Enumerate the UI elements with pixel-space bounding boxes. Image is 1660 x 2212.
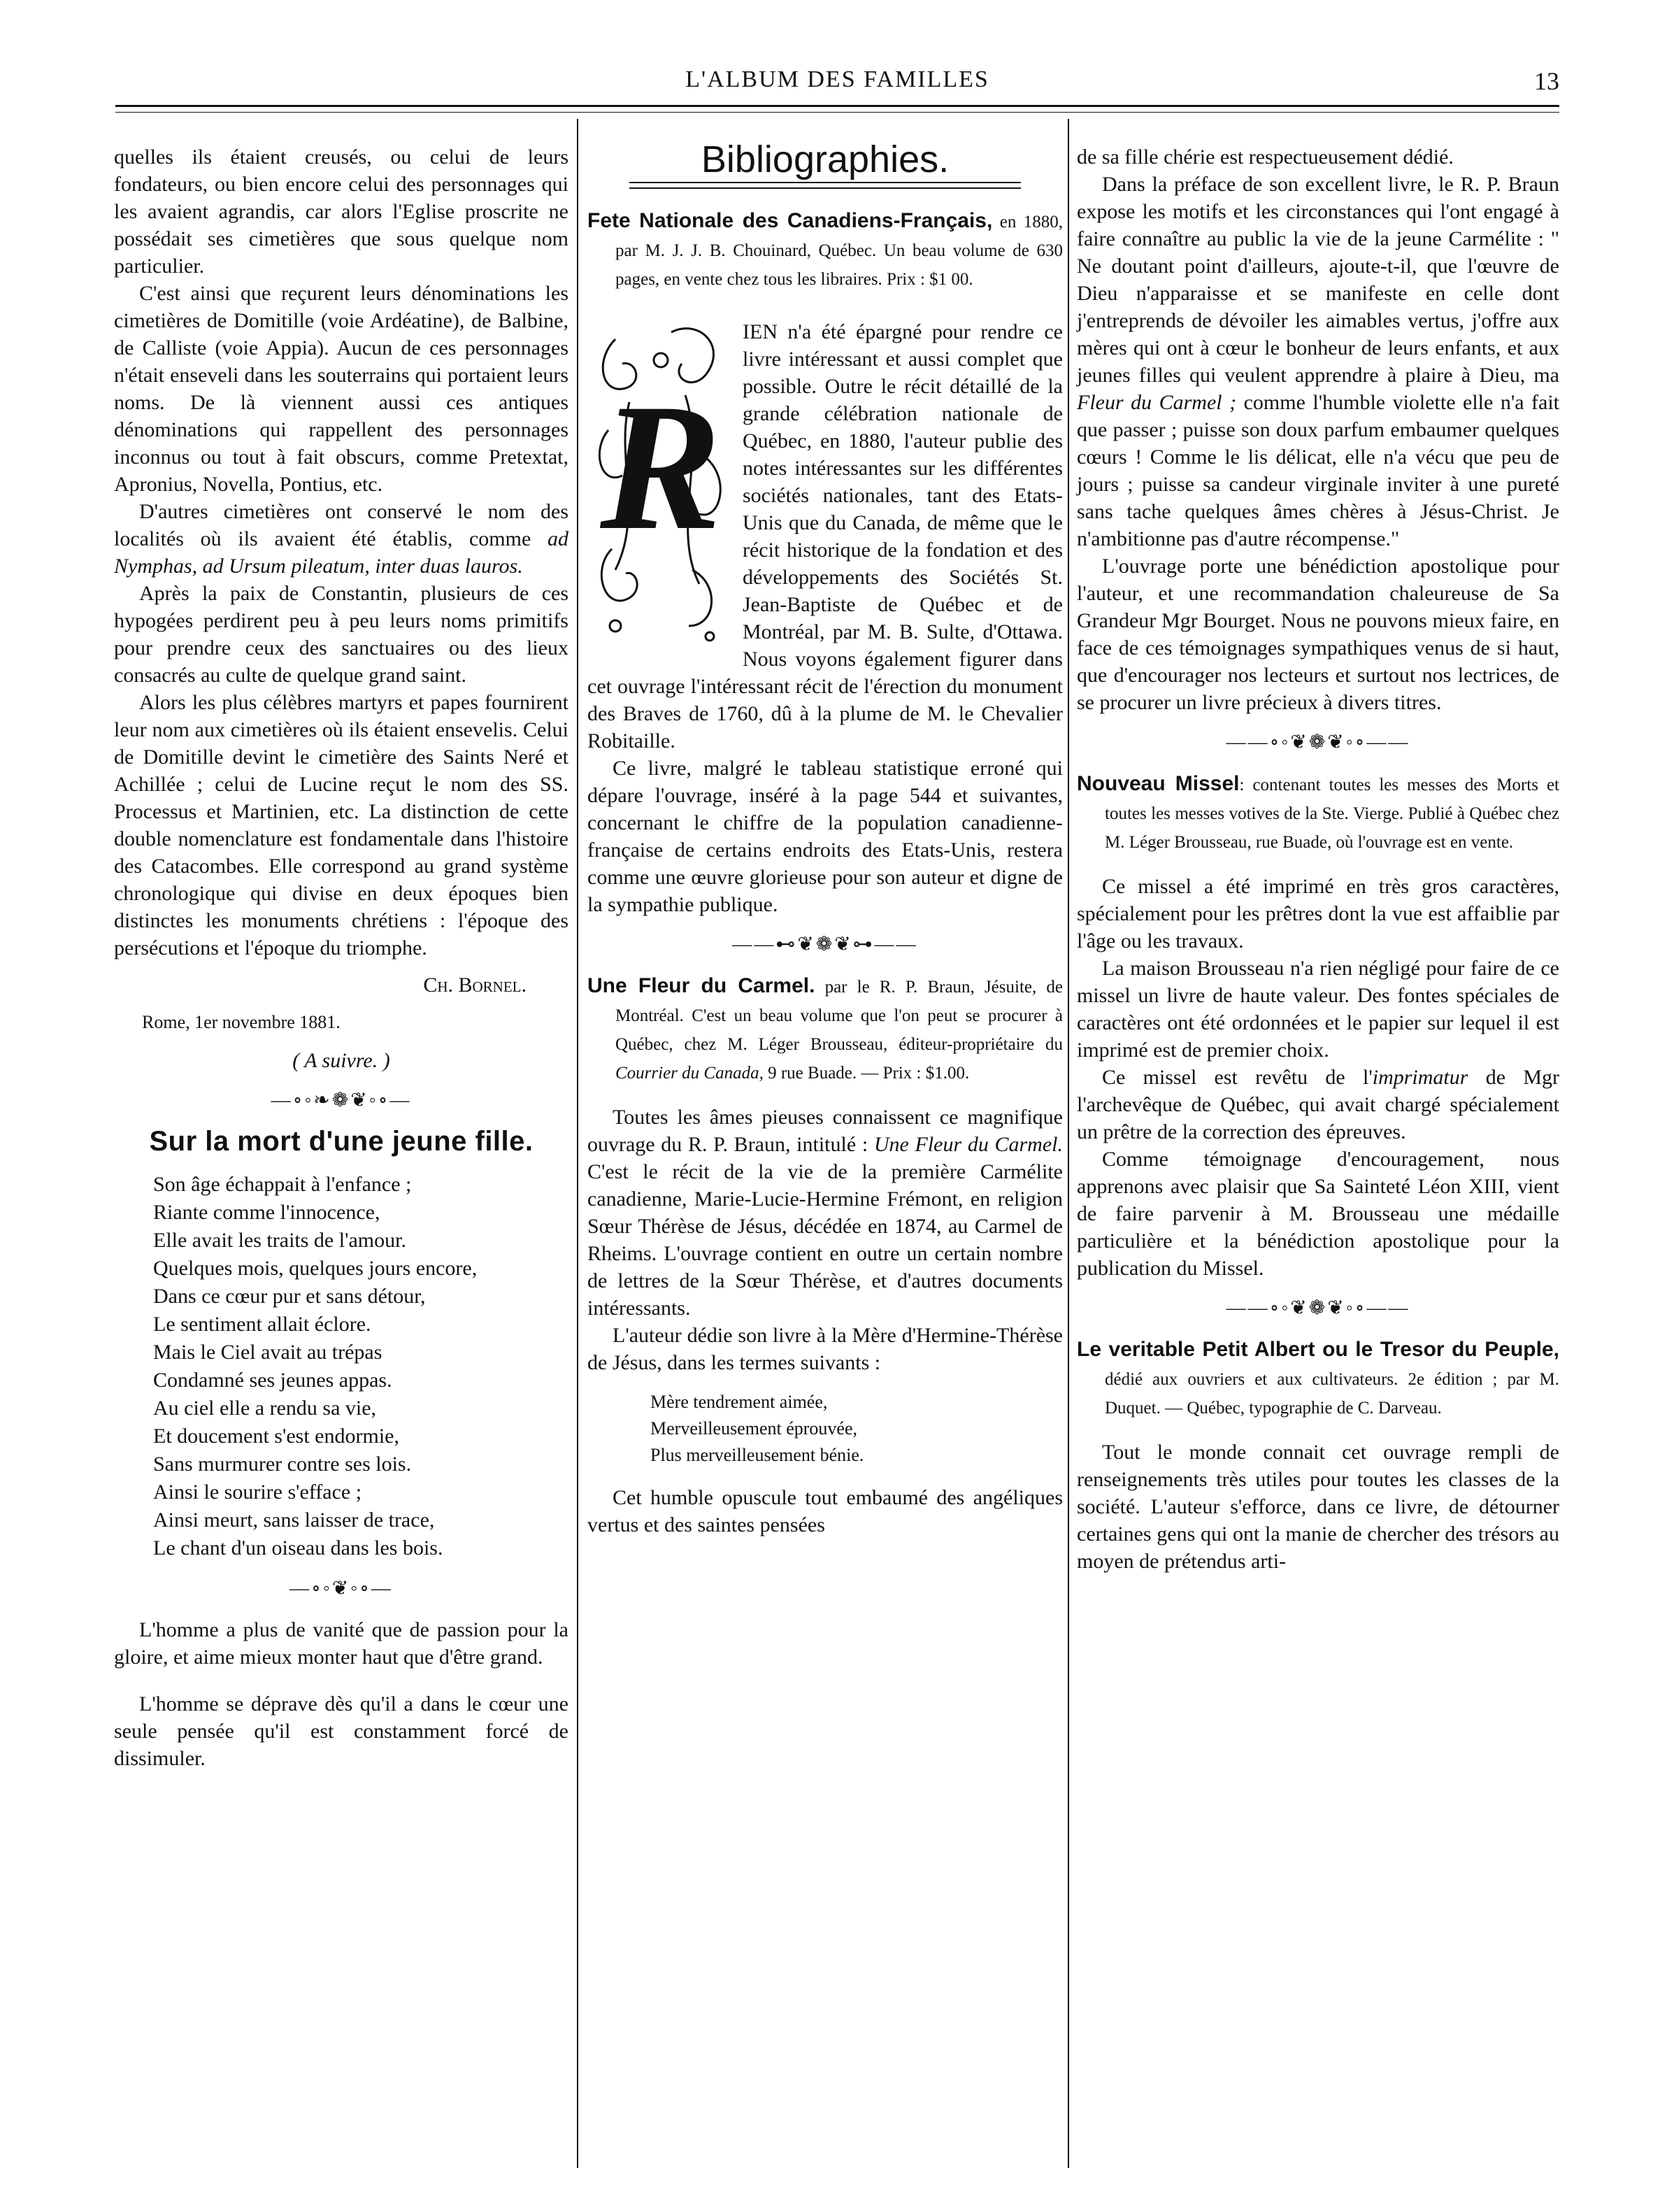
dedication-line: Merveilleusement éprouvée,	[650, 1418, 857, 1439]
paragraph-text: de Mgr l'archevêque de Québec, qui avait chargé spécialement un prêtre de la correction des épreuves.	[1077, 1066, 1559, 1143]
column-3	[1077, 143, 1559, 1575]
entry-details: 9 rue Buade. — Prix : $1.00.	[763, 1064, 970, 1083]
maxim: L'homme se déprave dès qu'il a dans le cœur une seule pensée qu'il est constamment forcé de dissimuler.	[114, 1692, 568, 1770]
paragraph: de sa fille chérie est respectueusement dédié.	[1077, 145, 1454, 169]
paragraph	[1077, 1064, 1559, 1146]
paragraph-text: comme l'humble violette elle n'a fait que passer ; puisse son doux parfum embaumer quelques cœurs ! Comme le lis délicat, elle n'a vécu que peu de jours ; puisse sa candeur virginale inviter à une pureté sans tache quelques âmes chères à Jésus-Christ. Je n'ambitionne pas d'autre récompense."	[1077, 391, 1559, 550]
paragraph	[1077, 171, 1559, 552]
paragraph: Alors les plus célèbres martyrs et papes fournirent leur nom aux cimetières où ils étaient ensevelis. Celui de Domitille devint le cimetière des Saints Neré et Achillée ; celui de Lucine reçut le nom des SS. Processus et Martinien, etc. La distinction de cette double nomenclature est fondamentale dans l'histoire des Catacombes. Elle correspond au grand système chronologique qui divise en deux époques bien distinctes les monuments chrétiens : l'époque des persécutions et l'époque du triomphe.	[114, 691, 568, 959]
entry-title: Nouveau Missel	[1077, 772, 1240, 795]
section-rule	[629, 182, 1021, 189]
column-1	[114, 143, 568, 1772]
lead-word: IEN	[743, 320, 778, 343]
bibliography-entry	[587, 972, 1063, 1087]
paragraph-text: Ce missel est revêtu de l'	[1102, 1066, 1373, 1089]
ornament-divider: ——∘◦❦❁❦◦∘——	[1226, 732, 1410, 753]
poem-line: Son âge échappait à l'enfance ;	[153, 1173, 412, 1196]
paragraph: Comme témoignage d'encouragement, nous apprenons avec plaisir que Sa Sainteté Léon XIII, vient de faire parvenir à M. Brousseau une médaille particulière et la bénédiction apostolique pour la publication du Missel.	[1077, 1148, 1559, 1280]
poem-line: Au ciel elle a rendu sa vie,	[153, 1397, 377, 1420]
paragraph: Tout le monde connait cet ouvrage rempli de renseignements très utiles pour toutes les classes de la société. L'auteur s'efforce, dans ce livre, de détourner certaines gens qui ont la manie de chercher des trésors au moyen de prétendus arti-	[1077, 1441, 1559, 1573]
author-signature: Ch. Bornel.	[423, 973, 527, 997]
paragraph: Ce missel a été imprimé en très gros caractères, spécialement pour les prêtres dont la vue est affaiblie par l'âge ou les travaux.	[1077, 875, 1559, 952]
poem-line: Le chant d'un oiseau dans les bois.	[153, 1536, 443, 1560]
maxim: L'homme a plus de vanité que de passion pour la gloire, et aime mieux monter haut que d'être grand.	[114, 1618, 568, 1669]
book-title: Une Fleur du Carmel.	[873, 1133, 1063, 1156]
ornament-divider: —∘◦❧❁❦◦∘—	[271, 1090, 412, 1111]
poem-line: Ainsi meurt, sans laisser de trace,	[153, 1508, 435, 1532]
paragraph-text: Toutes les âmes pieuses connaissent ce magnifique ouvrage du R. P. Braun, intitulé :	[587, 1106, 1063, 1156]
entry-details: dédié aux ouvriers et aux cultivateurs. 2e édition ; par M. Duquet. — Québec, typographie de C. Darveau.	[1105, 1370, 1559, 1418]
imprimatur-term: imprimatur	[1372, 1066, 1468, 1089]
paragraph: La maison Brousseau n'a rien négligé pour faire de ce missel un livre de haute valeur. Des fontes spéciales de caractères ont été ordonnées et le papier sur lequel il est imprimé est de premier choix.	[1077, 957, 1559, 1062]
poem-line: Condamné ses jeunes appas.	[153, 1369, 392, 1392]
paragraph: quelles ils étaient creusés, ou celui de leurs fondateurs, ou bien encore celui des personnages qui les avaient agrandis, car alors l'Eglise proscrite ne possédait ses cimetières que sous quelque nom particulier.	[114, 145, 568, 278]
bibliography-entry	[1077, 770, 1559, 856]
paragraph: Cet humble opuscule tout embaumé des angéliques vertus et des saintes pensées	[587, 1486, 1063, 1536]
entry-title: Fete Nationale des Canadiens-Français,	[587, 209, 993, 232]
paragraph-text: D'autres cimetières ont conservé le nom des localités où ils avaient été établis, comme	[114, 500, 568, 550]
to-be-continued: ( A suivre. )	[292, 1049, 390, 1072]
entry-title: Une Fleur du Carmel.	[587, 974, 815, 997]
column-divider-2	[1068, 119, 1069, 2168]
article-with-dropcap	[587, 318, 1063, 755]
latin-names: ad Nymphas, ad Ursum pileatum, inter duas lauros.	[114, 527, 568, 578]
paragraph	[114, 498, 568, 580]
bibliography-entry	[587, 207, 1063, 293]
paragraph-text: Dans la préface de son excellent livre, le R. P. Braun expose les motifs et les circonstances qui l'ont engagé à faire connaître au public la vie de la jeune Carmélite : " Ne doutant point d'ailleurs, ajoute-t-il, que l'œuvre de Dieu n'apparaisse et se manifeste en celle dont j'entreprends de dévoiler les aimables vertus, j'offre aux mères qui ont à cœur le bonheur de leurs enfants, et aux jeunes filles qui veulent apprendre à plaire à Dieu, ma	[1077, 173, 1559, 387]
ornament-divider: ——∘◦❦❁❦◦∘——	[1226, 1297, 1410, 1319]
poem-line: Et doucement s'est endormie,	[153, 1425, 399, 1448]
entry-details: en 1880, par M. J. J. B. Chouinard, Québec. Un beau volume de 630 pages, en vente chez tous les libraires. Prix : $1 00.	[615, 213, 1063, 289]
poem-line: Mais le Ciel avait au trépas	[153, 1341, 382, 1364]
paragraph: C'est ainsi que reçurent leurs dénominations les cimetières de Domitille (voie Ardéatine), de Balbine, de Calliste (voie Appia). Aucun de ces personnages n'était enseveli dans les souterrains qui portaient leurs noms. De là viennent aussi ces antiques dénominations qui rappellent des personnages inconnus ou tout à fait obscurs, comme Pretextat, Apronius, Novella, Pontius, etc.	[114, 282, 568, 496]
poem	[153, 1171, 568, 1562]
ornamental-dropcap-icon	[587, 318, 734, 647]
paragraph: L'ouvrage porte une bénédiction apostolique pour l'auteur, et une recommandation chaleureuse de Sa Grandeur Mgr Bourget. Nous ne pouvons mieux faire, en face de ces témoignages sympathiques venus de si haut, que d'encourager nos lecteurs et surtout nos lectrices, de se procurer un livre précieux à divers titres.	[1077, 555, 1559, 714]
poem-line: Dans ce cœur pur et sans détour,	[153, 1285, 426, 1308]
paragraph: Ce livre, malgré le tableau statistique erroné qui dépare l'ouvrage, inséré à la page 544 et suivantes, concernant le chiffre de la population canadienne-française de certains endroits des Etats-Unis, restera comme une œuvre glorieuse pour son auteur et digne de la sympathie publique.	[587, 757, 1063, 916]
dedication-lines	[650, 1389, 1063, 1469]
dateline: Rome, 1er novembre 1881.	[142, 1012, 341, 1032]
column-divider-1	[577, 119, 578, 2168]
poem-line: Elle avait les traits de l'amour.	[153, 1229, 406, 1252]
book-title: Fleur du Carmel ;	[1077, 391, 1237, 414]
column-2	[587, 138, 1063, 1539]
svg-text:R: R	[600, 366, 722, 568]
paragraph-text: n'a été épargné pour rendre ce livre intéressant et aussi complet que possible. Outre le récit détaillé de la grande célébration nationale de Québec, en 1880, l'auteur publie des notes intéressantes sur les différentes sociétés nationales, tant des Etats-Unis que du Canada, de même que le récit historique de la fondation et des développements des Sociétés St. Jean-Baptiste de Québec et de Montréal, par M. B. Sulte, d'Ottawa. Nous voyons également figurer dans cet ouvrage l'intéressant récit de l'érection du monument des Braves de 1760, dû à la plume de M. le Chevalier Robitaille.	[587, 320, 1063, 752]
paragraph: Après la paix de Constantin, plusieurs de ces hypogées perdirent peu à peu leurs noms primitifs pour prendre ceux des sanctuaires ou des lieux consacrés au culte de quelque grand saint.	[114, 582, 568, 687]
ornament-divider: —∘◦❦◦∘—	[289, 1578, 393, 1599]
header-rule-thin	[115, 112, 1559, 113]
paragraph	[587, 1104, 1063, 1322]
poem-line: Sans murmurer contre ses lois.	[153, 1453, 412, 1476]
paragraph-text: C'est le récit de la vie de la première Carmélite canadienne, Marie-Lucie-Hermine Frémont, en religion Sœur Thérèse de Jésus, décédée en 1874, au Carmel de Rheims. L'ouvrage contient en outre un certain nombre de lettres de la Sœur Thérèse, et d'autres documents intéressants.	[587, 1160, 1063, 1320]
entry-title: Le veritable Petit Albert ou le Tresor du Peuple,	[1077, 1338, 1559, 1361]
ornament-divider: ——⊷❦❁❦⊶——	[732, 934, 918, 955]
page-number: 13	[1534, 67, 1559, 95]
header-rule	[115, 105, 1559, 107]
poem-line: Riante comme l'innocence,	[153, 1201, 380, 1224]
dedication-line: Plus merveilleusement bénie.	[650, 1445, 864, 1465]
journal-title: L'ALBUM DES FAMILLES	[685, 66, 989, 92]
dedication-line: Mère tendrement aimée,	[650, 1392, 828, 1412]
section-title: Bibliographies.	[701, 138, 950, 180]
page-header	[115, 66, 1559, 94]
entry-details: par le R. P. Braun, Jésuite, de Montréal. C'est un beau volume que l'on peut se procurer à Québec, chez M. Léger Brousseau, éditeur-propriétaire du	[615, 978, 1063, 1054]
poem-line: Quelques mois, quelques jours encore,	[153, 1257, 478, 1280]
bibliography-entry	[1077, 1336, 1559, 1422]
newspaper-name: Courrier du Canada,	[615, 1064, 764, 1083]
paragraph: L'auteur dédie son livre à la Mère d'Hermine-Thérèse de Jésus, dans les termes suivants :	[587, 1324, 1063, 1374]
poem-line: Ainsi le sourire s'efface ;	[153, 1480, 362, 1504]
poem-title: Sur la mort d'une jeune fille.	[149, 1126, 534, 1157]
entry-details: : contenant toutes les messes des Morts et toutes les messes votives de la Ste. Vierge. Publié à Québec chez M. Léger Brousseau, rue Buade, où l'ouvrage est en vente.	[1105, 776, 1559, 852]
poem-line: Le sentiment allait éclore.	[153, 1313, 371, 1336]
